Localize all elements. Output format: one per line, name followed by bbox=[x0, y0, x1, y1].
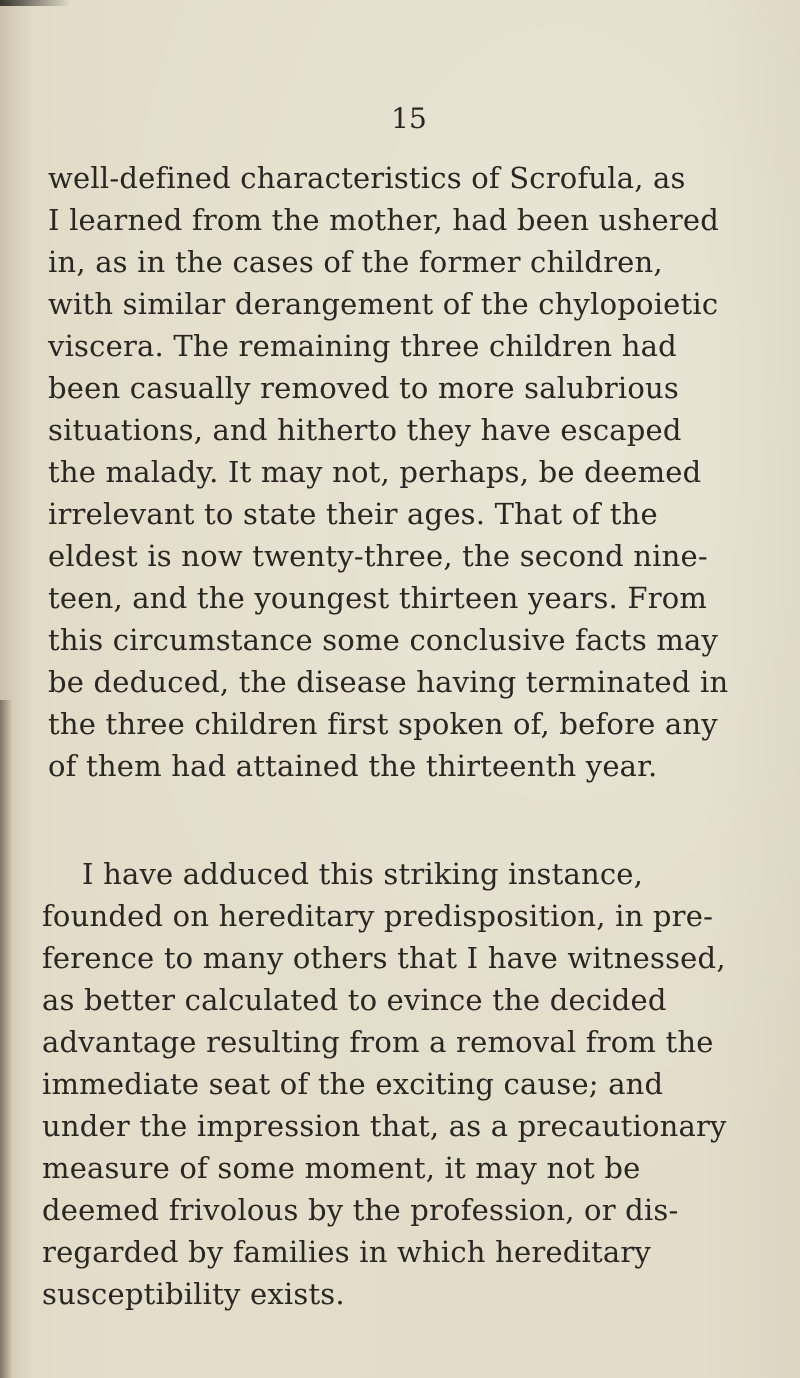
text-line: susceptibility exists. bbox=[42, 1277, 345, 1311]
text-line: the three children first spoken of, before any bbox=[48, 707, 718, 741]
text-line: irrelevant to state their ages. That of the bbox=[48, 497, 658, 531]
text-line: ference to many others that I have witnessed, bbox=[42, 941, 726, 975]
text-line: of them had attained the thirteenth year. bbox=[48, 749, 658, 783]
text-line: teen, and the youngest thirteen years. From bbox=[48, 581, 708, 615]
text-line: well-defined characteristics of Scrofula, as bbox=[48, 161, 686, 195]
text-line: as better calculated to evince the decided bbox=[42, 983, 667, 1017]
text-line: this circumstance some conclusive facts may bbox=[48, 623, 719, 657]
text-line: I have adduced this striking instance, bbox=[82, 857, 644, 891]
page-number: 15 bbox=[391, 102, 427, 135]
text-line: I learned from the mother, had been ushered bbox=[48, 203, 720, 237]
text-line: situations, and hitherto they have escaped bbox=[48, 413, 682, 447]
text-line: viscera. The remaining three children had bbox=[48, 329, 677, 363]
text-line: been casually removed to more salubrious bbox=[48, 371, 680, 405]
text-line: under the impression that, as a precautionary bbox=[42, 1109, 727, 1143]
text-line: be deduced, the disease having terminated in bbox=[48, 665, 729, 699]
text-line: the malady. It may not, perhaps, be deemed bbox=[48, 455, 702, 489]
text-line: with similar derangement of the chylopoietic bbox=[48, 287, 719, 321]
page-top-shadow bbox=[0, 0, 70, 6]
text-line: advantage resulting from a removal from the bbox=[42, 1025, 714, 1059]
text-line: founded on hereditary predisposition, in pre- bbox=[42, 899, 714, 933]
text-line: in, as in the cases of the former children, bbox=[48, 245, 663, 279]
text-line: immediate seat of the exciting cause; and bbox=[42, 1067, 664, 1101]
text-line: deemed frivolous by the profession, or dis- bbox=[42, 1193, 679, 1227]
text-line: measure of some moment, it may not be bbox=[42, 1151, 641, 1185]
text-line: eldest is now twenty-three, the second nine- bbox=[48, 539, 708, 573]
binding-edge bbox=[0, 700, 12, 1378]
text-line: regarded by families in which hereditary bbox=[42, 1235, 651, 1269]
